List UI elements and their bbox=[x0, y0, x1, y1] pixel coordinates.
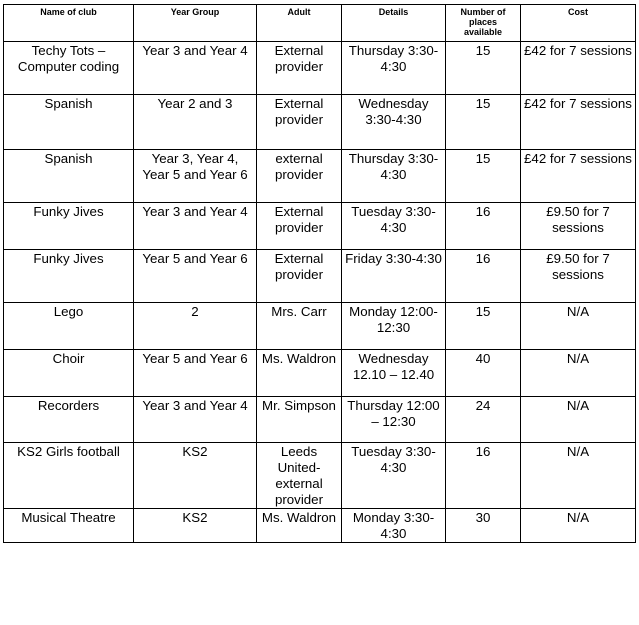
club-name: KS2 Girls football bbox=[4, 443, 134, 509]
club-year-group: Year 5 and Year 6 bbox=[134, 350, 257, 397]
club-year-group: KS2 bbox=[134, 509, 257, 543]
club-adult: External provider bbox=[257, 203, 342, 250]
club-cost: N/A bbox=[521, 397, 636, 443]
club-year-group: Year 3, Year 4, Year 5 and Year 6 bbox=[134, 150, 257, 203]
clubs-table bbox=[3, 4, 636, 543]
header-adult: Adult bbox=[257, 5, 342, 42]
table-row bbox=[4, 250, 636, 303]
club-places: 15 bbox=[446, 42, 521, 95]
table-row bbox=[4, 95, 636, 150]
club-details: Friday 3:30-4:30 bbox=[342, 250, 446, 303]
club-adult: External provider bbox=[257, 95, 342, 150]
club-name: Lego bbox=[4, 303, 134, 350]
club-year-group: Year 3 and Year 4 bbox=[134, 42, 257, 95]
club-details: Monday 3:30-4:30 bbox=[342, 509, 446, 543]
club-year-group: Year 2 and 3 bbox=[134, 95, 257, 150]
table-row bbox=[4, 303, 636, 350]
club-name: Funky Jives bbox=[4, 203, 134, 250]
club-adult: Ms. Waldron bbox=[257, 350, 342, 397]
table-row bbox=[4, 42, 636, 95]
club-name: Recorders bbox=[4, 397, 134, 443]
table-row bbox=[4, 509, 636, 543]
club-details: Wednesday 12.10 – 12.40 bbox=[342, 350, 446, 397]
club-details: Thursday 3:30-4:30 bbox=[342, 42, 446, 95]
club-cost: N/A bbox=[521, 350, 636, 397]
header-year-group: Year Group bbox=[134, 5, 257, 42]
club-places: 16 bbox=[446, 443, 521, 509]
table-row bbox=[4, 443, 636, 509]
header-places: Number of places available bbox=[446, 5, 521, 42]
club-places: 24 bbox=[446, 397, 521, 443]
club-year-group: Year 3 and Year 4 bbox=[134, 203, 257, 250]
club-adult: Mrs. Carr bbox=[257, 303, 342, 350]
club-year-group: 2 bbox=[134, 303, 257, 350]
club-cost: N/A bbox=[521, 509, 636, 543]
club-details: Monday 12:00-12:30 bbox=[342, 303, 446, 350]
club-adult: Leeds United- external provider bbox=[257, 443, 342, 509]
table-row bbox=[4, 203, 636, 250]
club-name: Techy Tots – Computer coding bbox=[4, 42, 134, 95]
club-details: Thursday 12:00 – 12:30 bbox=[342, 397, 446, 443]
club-name: Musical Theatre bbox=[4, 509, 134, 543]
club-adult: External provider bbox=[257, 250, 342, 303]
header-details: Details bbox=[342, 5, 446, 42]
club-name: Spanish bbox=[4, 150, 134, 203]
club-cost: £9.50 for 7 sessions bbox=[521, 203, 636, 250]
header-cost: Cost bbox=[521, 5, 636, 42]
club-places: 30 bbox=[446, 509, 521, 543]
club-cost: £42 for 7 sessions bbox=[521, 42, 636, 95]
table-row bbox=[4, 150, 636, 203]
club-places: 15 bbox=[446, 303, 521, 350]
club-name: Spanish bbox=[4, 95, 134, 150]
club-year-group: Year 5 and Year 6 bbox=[134, 250, 257, 303]
header-name: Name of club bbox=[4, 5, 134, 42]
club-name: Funky Jives bbox=[4, 250, 134, 303]
club-cost: £42 for 7 sessions bbox=[521, 95, 636, 150]
club-year-group: KS2 bbox=[134, 443, 257, 509]
club-places: 15 bbox=[446, 150, 521, 203]
club-name: Choir bbox=[4, 350, 134, 397]
club-details: Thursday 3:30-4:30 bbox=[342, 150, 446, 203]
club-adult: Mr. Simpson bbox=[257, 397, 342, 443]
table-row bbox=[4, 350, 636, 397]
club-details: Tuesday 3:30-4:30 bbox=[342, 203, 446, 250]
club-details: Tuesday 3:30-4:30 bbox=[342, 443, 446, 509]
club-places: 40 bbox=[446, 350, 521, 397]
club-cost: £42 for 7 sessions bbox=[521, 150, 636, 203]
club-places: 16 bbox=[446, 250, 521, 303]
table-row bbox=[4, 397, 636, 443]
club-places: 16 bbox=[446, 203, 521, 250]
club-adult: external provider bbox=[257, 150, 342, 203]
club-adult: External provider bbox=[257, 42, 342, 95]
club-places: 15 bbox=[446, 95, 521, 150]
header-row bbox=[4, 5, 636, 42]
club-cost: £9.50 for 7 sessions bbox=[521, 250, 636, 303]
club-year-group: Year 3 and Year 4 bbox=[134, 397, 257, 443]
club-cost: N/A bbox=[521, 303, 636, 350]
club-adult: Ms. Waldron bbox=[257, 509, 342, 543]
club-details: Wednesday 3:30-4:30 bbox=[342, 95, 446, 150]
club-cost: N/A bbox=[521, 443, 636, 509]
